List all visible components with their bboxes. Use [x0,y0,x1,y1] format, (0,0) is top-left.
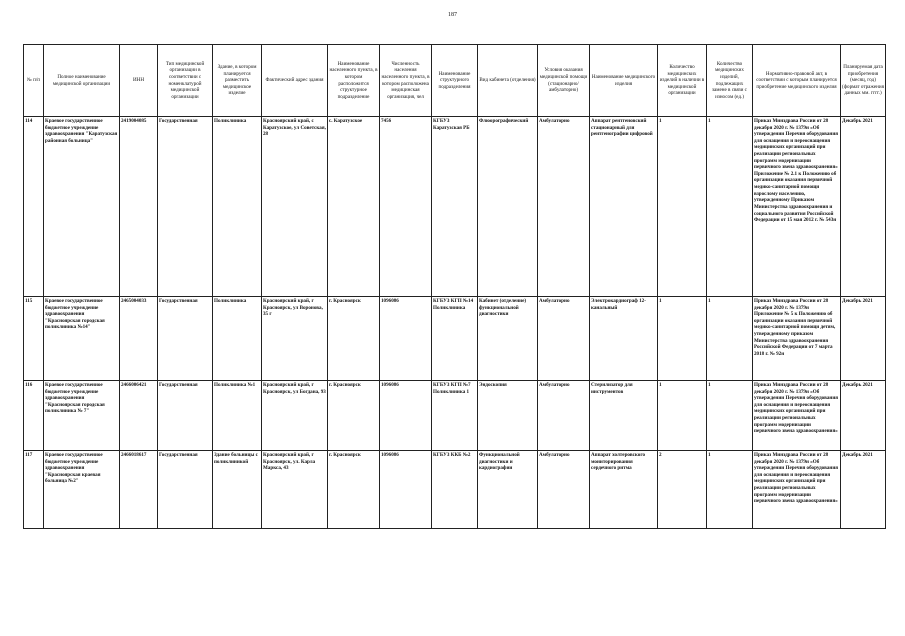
cell-address: Красноярский край, г Красноярск, ул Богдана, 93 [262,381,328,451]
col-header-device: Наименование медицинского изделия [590,45,658,117]
cell-purchase-date: Декабрь 2021 [841,297,886,381]
cell-subdivision: КГБУЗ ККБ №2 [432,451,478,529]
table-row [24,381,886,451]
cell-legal-act: Приказ Минздрава России от 28 декабря 2020 г. № 1379н Приложение № 5 к Положению об организации оказания первичной медико-санитарной помощи детям, утвержденному приказом Министерства здравоохранения Российской Федерации от 7 марта 2018 г. № 92н [753,297,841,381]
cell-care-conditions: Амбулаторно [538,451,590,529]
table-header [24,45,886,117]
cell-device: Аппарат рентгеновский стационарный для рентгенографии цифровой [590,117,658,297]
cell-org-type: Государственная [158,297,213,381]
cell-org-type: Государственная [158,117,213,297]
cell-building: Поликлиника [213,297,262,381]
cell-replace-qty: 1 [707,297,753,381]
cell-inn: 2466018617 [120,451,158,529]
col-header-org-type: Тип медицинской организации в соответствии с номенклатурой медицинской организации [158,45,213,117]
cell-cabinet: Флюорографический [478,117,538,297]
cell-replace-qty: 1 [707,451,753,529]
table-body [24,117,886,529]
table-row [24,451,886,529]
col-header-available-qty: Количество медицинских изделий в наличии в медицинской организации [658,45,707,117]
cell-settlement: с. Каратузское [328,117,380,297]
cell-device: Аппарат холтеровского мониторирования сердечного ритма [590,451,658,529]
col-header-organization: Полное наименование медицинской организации [44,45,120,117]
cell-org-type: Государственная [158,381,213,451]
cell-settlement: г. Красноярск [328,381,380,451]
col-header-purchase-date: Планируемая дата приобретения (месяц, год) (формат отражения данных мм. гггг.) [841,45,886,117]
cell-available-qty: 1 [658,297,707,381]
cell-legal-act: Приказ Минздрава России от 28 декабря 2020 г. № 1379н «Об утверждении Перечня оборудования для оснащения и переоснащения медицинских организаций при реализации региональных программ модернизации первичного звена здравоохранения» [753,451,841,529]
cell-population: 1096086 [380,297,432,381]
col-header-building: Здание, в котором планируется разместить медицинское изделие [213,45,262,117]
cell-subdivision: КГБУЗ КГП №7 Поликлиника 1 [432,381,478,451]
col-header-population: Численность населения населенного пункта, в котором расположена медицинская организация, чел [380,45,432,117]
cell-number: 114 [24,117,44,297]
table-row [24,297,886,381]
cell-purchase-date: Декабрь 2021 [841,451,886,529]
cell-replace-qty: 1 [707,381,753,451]
cell-cabinet: Кабинет (отделение) функциональной диагностики [478,297,538,381]
table-row [24,117,886,297]
cell-cabinet: Функциональной диагностики и кардиографии [478,451,538,529]
cell-subdivision: КГБУЗ Каратузская РБ [432,117,478,297]
cell-organization: Краевое государственное бюджетное учреждение здравоохранения "Красноярская городская поликлиника №14" [44,297,120,381]
cell-org-type: Государственная [158,451,213,529]
cell-care-conditions: Амбулаторно [538,297,590,381]
col-header-care-conditions: Условия оказания медицинской помощи (стационарно/амбулаторно) [538,45,590,117]
cell-inn: 2466006421 [120,381,158,451]
cell-purchase-date: Декабрь 2021 [841,381,886,451]
cell-building: Поликлиника [213,117,262,297]
cell-available-qty: 2 [658,451,707,529]
cell-device: Электрокардиограф 12-канальный [590,297,658,381]
col-header-legal-act: Нормативно-правовой акт, в соответствии с которым планируется приобретение медицинского изделия [753,45,841,117]
cell-population: 1096086 [380,381,432,451]
cell-organization: Краевое государственное бюджетное учреждение здравоохранения "Красноярская краевая больница №2" [44,451,120,529]
cell-legal-act: Приказ Минздрава России от 28 декабря 2020 г. № 1379н «Об утверждении Перечня оборудования для оснащения и переоснащения медицинских организаций при реализации региональных программ модернизации первичного звена здравоохранения» Приложение № 2.1 к Положению об организации оказания первичной медико-санитарной помощи взрослому населению, утвержденному Приказом Министерства здравоохранения и социального развития Российской Федерации от 15 мая 2012 г. № 543н [753,117,841,297]
cell-number: 115 [24,297,44,381]
col-header-subdivision: Наименование структурного подразделения [432,45,478,117]
cell-population: 1096086 [380,451,432,529]
cell-available-qty: 1 [658,117,707,297]
cell-replace-qty: 1 [707,117,753,297]
col-header-replace-qty: Количество медицинских изделий, подлежащих замене в связи с износом (ед.) [707,45,753,117]
cell-settlement: г. Красноярск [328,297,380,381]
cell-purchase-date: Декабрь 2021 [841,117,886,297]
cell-care-conditions: Амбулаторно [538,381,590,451]
cell-organization: Краевое государственное бюджетное учреждение здравоохранения "Каратузская районная больница" [44,117,120,297]
cell-address: Красноярский край, г Красноярск, ул. Карла Маркса, 43 [262,451,328,529]
cell-care-conditions: Амбулаторно [538,117,590,297]
col-header-inn: ИНН [120,45,158,117]
col-header-number: № п/п [24,45,44,117]
equipment-registry-table [23,44,886,529]
cell-address: Красноярский край, г Красноярск, ул Воронова, 35 г [262,297,328,381]
cell-number: 116 [24,381,44,451]
cell-inn: 2419004085 [120,117,158,297]
cell-number: 117 [24,451,44,529]
cell-settlement: г. Красноярск [328,451,380,529]
header-row [24,45,886,117]
cell-device: Стерилизатор для инструментов [590,381,658,451]
col-header-cabinet: Вид кабинета (отделения) [478,45,538,117]
cell-subdivision: КГБУЗ КГП №14 Поликлиника [432,297,478,381]
cell-cabinet: Эндоскопия [478,381,538,451]
cell-inn: 2465004033 [120,297,158,381]
cell-available-qty: 1 [658,381,707,451]
page-number: 187 [448,12,457,18]
col-header-settlement: Наименование населенного пункта, в котором расположится структурное подразделение [328,45,380,117]
cell-building: Поликлиника №1 [213,381,262,451]
col-header-address: Фактический адрес здания [262,45,328,117]
cell-building: Здание больницы с поликлиникой [213,451,262,529]
cell-address: Красноярский край, с Каратузское, ул Советская, 28 [262,117,328,297]
cell-organization: Краевое государственное бюджетное учреждение здравоохранения "Красноярская городская поликлиника № 7" [44,381,120,451]
cell-population: 7456 [380,117,432,297]
cell-legal-act: Приказ Минздрава России от 28 декабря 2020 г. № 1379н «Об утверждении Перечня оборудования для оснащения и переоснащения медицинских организаций при реализации региональных программ модернизации первичного звена здравоохранения» [753,381,841,451]
